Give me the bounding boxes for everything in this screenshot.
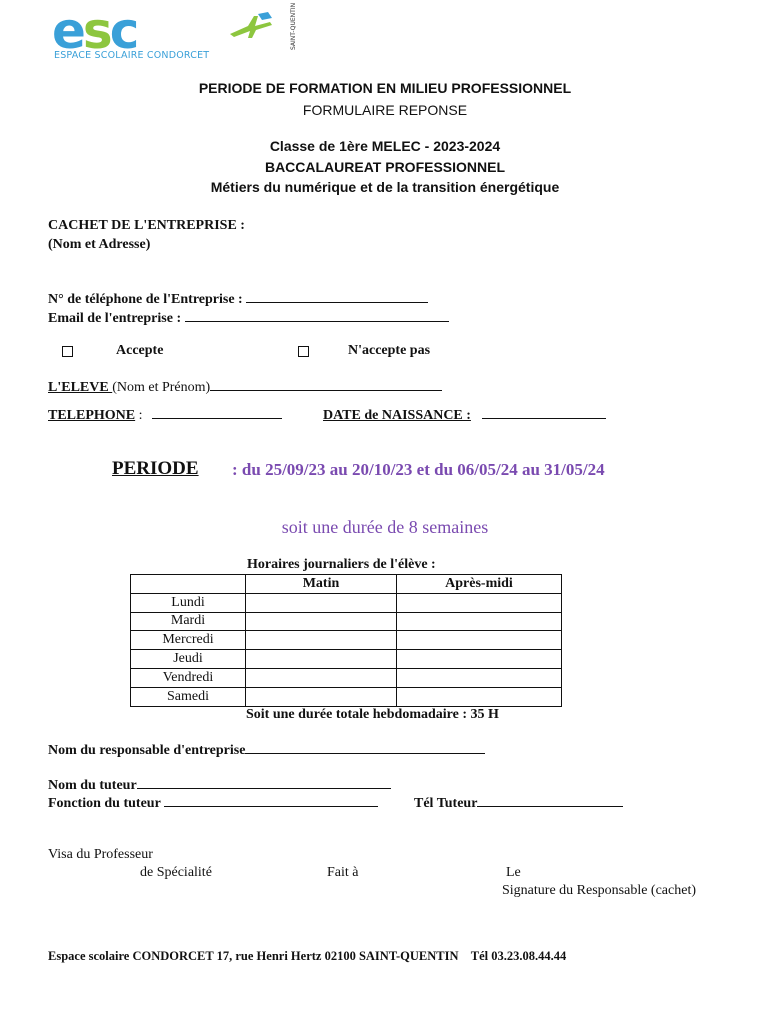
morning-cell[interactable] <box>246 612 397 631</box>
morning-cell[interactable] <box>246 631 397 650</box>
student-name-row <box>48 378 442 396</box>
company-email-label: Email de l'entreprise : <box>48 311 182 326</box>
logo-side-text: SAINT-QUENTIN <box>290 2 297 50</box>
afternoon-cell[interactable] <box>397 687 562 706</box>
morning-cell[interactable] <box>246 593 397 612</box>
student-phone-label: TELEPHONE <box>48 408 136 423</box>
visa-line-1: Visa du Professeur <box>48 847 153 862</box>
morning-cell[interactable] <box>246 687 397 706</box>
metiers-line: Métiers du numérique et de la transition énergétique <box>210 179 560 195</box>
refuse-checkbox[interactable] <box>298 344 309 362</box>
logo-letter: e <box>52 2 83 60</box>
signature-label: Signature du Responsable (cachet) <box>502 883 696 898</box>
tutor-label: Nom du tuteur <box>48 778 137 793</box>
tutor-function-row <box>48 794 378 812</box>
company-phone-row <box>48 290 428 308</box>
visa-line-2: de Spécialité <box>140 865 212 880</box>
bac-line: BACCALAUREAT PROFESSIONNEL <box>264 159 506 175</box>
col-morning: Matin <box>246 575 397 594</box>
student-phone-colon: : <box>135 408 143 423</box>
schedule-total: Soit une durée totale hebdomadaire : 35 H <box>246 707 499 722</box>
day-label: Lundi <box>131 593 246 612</box>
accept-checkbox[interactable] <box>62 344 73 362</box>
tutor-function-field[interactable] <box>164 794 378 807</box>
table-row <box>131 668 562 687</box>
tutor-field[interactable] <box>137 776 391 789</box>
accept-label: Accepte <box>116 343 164 358</box>
day-label: Samedi <box>131 687 246 706</box>
morning-cell[interactable] <box>246 668 397 687</box>
tutor-row <box>48 776 391 794</box>
col-afternoon: Après-midi <box>397 575 562 594</box>
day-label: Mardi <box>131 612 246 631</box>
manager-field[interactable] <box>245 741 485 754</box>
cachet-label: CACHET DE L'ENTREPRISE : <box>48 218 245 233</box>
period-label: PERIODE <box>112 458 199 479</box>
afternoon-cell[interactable] <box>397 593 562 612</box>
logo-letter: c <box>109 2 137 60</box>
period-duration: soit une durée de 8 semaines <box>281 517 489 537</box>
logo-tagline: ESPACE SCOLAIRE CONDORCET <box>54 50 210 61</box>
company-phone-label: N° de téléphone de l'Entreprise : <box>48 292 243 307</box>
schedule-table <box>130 574 562 707</box>
afternoon-cell[interactable] <box>397 612 562 631</box>
fait-a-label: Fait à <box>327 865 359 880</box>
afternoon-cell[interactable] <box>397 650 562 669</box>
company-phone-field[interactable] <box>246 290 428 303</box>
document-subtitle: FORMULAIRE REPONSE <box>302 102 468 118</box>
day-label: Vendredi <box>131 668 246 687</box>
school-logo <box>50 2 297 62</box>
dob-row <box>323 406 606 424</box>
dob-label: DATE de NAISSANCE : <box>323 408 471 423</box>
company-email-row <box>48 309 449 327</box>
manager-label: Nom du responsable d'entreprise <box>48 743 246 758</box>
airplane-icon <box>228 12 274 42</box>
schedule-title: Horaires journaliers de l'élève : <box>247 557 436 572</box>
tutor-phone-row <box>414 794 623 812</box>
document-title: PERIODE DE FORMATION EN MILIEU PROFESSIONNEL <box>198 80 572 96</box>
morning-cell[interactable] <box>246 650 397 669</box>
tutor-phone-field[interactable] <box>477 794 623 807</box>
dob-field[interactable] <box>482 406 606 419</box>
period-dates: : du 25/09/23 au 20/10/23 et du 06/05/24 au 31/05/24 <box>232 460 605 479</box>
student-name-field[interactable] <box>210 378 442 391</box>
student-phone-row <box>48 406 282 424</box>
day-label: Mercredi <box>131 631 246 650</box>
afternoon-cell[interactable] <box>397 668 562 687</box>
date-label: Le <box>506 865 521 880</box>
student-label: L'ELEVE <box>48 380 113 395</box>
manager-row <box>48 741 485 759</box>
afternoon-cell[interactable] <box>397 631 562 650</box>
schedule-corner <box>131 575 246 594</box>
table-row <box>131 612 562 631</box>
table-row <box>131 631 562 650</box>
day-label: Jeudi <box>131 650 246 669</box>
schedule-header-row <box>131 575 562 594</box>
refuse-label: N'accepte pas <box>348 343 431 358</box>
tutor-phone-label: Tél Tuteur <box>414 796 478 811</box>
cachet-sub: (Nom et Adresse) <box>48 237 151 252</box>
table-row <box>131 593 562 612</box>
tutor-function-label: Fonction du tuteur <box>48 796 161 811</box>
table-row <box>131 650 562 669</box>
student-phone-field[interactable] <box>152 406 282 419</box>
logo-letter: s <box>82 2 110 60</box>
class-line: Classe de 1ère MELEC - 2023-2024 <box>269 138 501 154</box>
student-sub: (Nom et Prénom) <box>112 380 211 395</box>
footer-address: Espace scolaire CONDORCET 17, rue Henri Hertz 02100 SAINT-QUENTIN Tél 03.23.08.44.44 <box>48 949 567 963</box>
company-email-field[interactable] <box>185 309 449 322</box>
table-row <box>131 687 562 706</box>
